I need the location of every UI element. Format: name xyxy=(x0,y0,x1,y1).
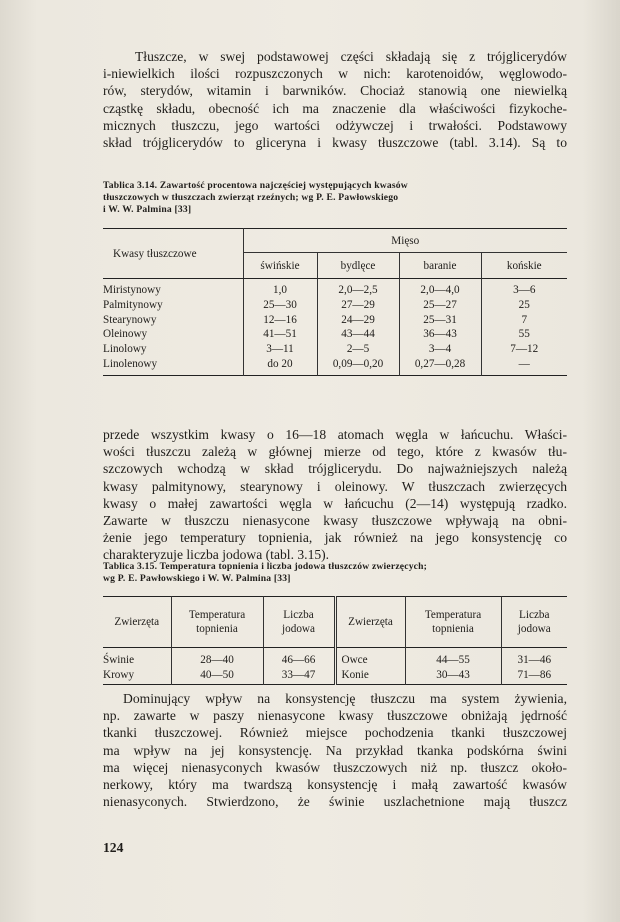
text-line: i-niewielkich ilości rozpuszczonych w nich: karotenoidów, węglowodo- xyxy=(103,66,567,82)
column-header-iodine-left xyxy=(263,597,335,648)
pork-values-cell xyxy=(243,279,317,376)
table-cell: 25—27 xyxy=(423,298,457,311)
animals-right-cell xyxy=(335,648,405,685)
table-cell: 7—12 xyxy=(510,343,539,356)
fatty-acids-table xyxy=(103,228,567,376)
table-cell: 55 xyxy=(518,328,530,341)
header-line: Temperatura xyxy=(188,609,246,621)
table-cell: 24—29 xyxy=(341,313,375,326)
text-line: wości tłuszczu zależą w głównej mierze od tego, które z kwasów tłu- xyxy=(103,444,567,460)
group-header-meat: Mięso xyxy=(243,229,567,253)
temp-right-cell xyxy=(405,648,501,685)
table-cell: — xyxy=(518,357,530,370)
table-cell: 25 xyxy=(518,298,530,311)
column-header-melting-temp-right xyxy=(405,597,501,648)
iodine-right-cell xyxy=(501,648,567,685)
table-cell: 2—5 xyxy=(346,343,370,356)
table-cell: 3—6 xyxy=(513,284,536,296)
table-cell: 3—11 xyxy=(266,343,294,356)
row-name: Linolenowy xyxy=(103,357,158,370)
row-name: Palmitynowy xyxy=(103,298,163,311)
animals-left-cell xyxy=(103,648,171,685)
text-line: Tłuszcze, w swej podstawowej części składają się z trójglicerydów xyxy=(135,49,567,64)
text-line: nerkowy, który ma twardszą konsystencję i małą zawartość kwasów xyxy=(103,777,567,793)
table-cell: 25—31 xyxy=(423,313,457,326)
text-line: rów, sterydów, witamin i barwników. Chociaż stanowią one niewielką xyxy=(103,83,567,99)
table-cell: 28—40 xyxy=(200,654,234,666)
row-names-cell xyxy=(103,279,243,376)
header-line: jodowa xyxy=(517,623,551,635)
temp-left-cell xyxy=(171,648,263,685)
table-cell: 25—30 xyxy=(263,298,297,311)
paragraph-3 xyxy=(103,690,567,810)
column-header-fatty-acids: Kwasy tłuszczowe xyxy=(103,229,243,279)
table-cell: 2,0—4,0 xyxy=(420,284,460,296)
text-line: Zawarte w tłuszczu nienasycone kwasy tłuszczowe wpływają na obni- xyxy=(103,513,567,529)
header-line: Temperatura xyxy=(424,609,482,621)
column-header-pork: świńskie xyxy=(243,253,317,279)
table-caption-3-14 xyxy=(103,180,567,216)
page-number: 124 xyxy=(103,840,124,855)
table-cell: 27—29 xyxy=(341,298,375,311)
table-cell: Świnie xyxy=(103,654,135,666)
text-line: skład trójglicerydów to gliceryna i kwasy tłuszczowe (tabl. 3.14). Są to xyxy=(103,135,567,151)
text-line: cząstkę składu, obecność ich ma znaczenie dla właściwości fizykoche- xyxy=(103,100,567,116)
text-line: charakteryzuje liczba jodowa (tabl. 3.15). xyxy=(103,547,330,563)
caption-line: i W. W. Palmina [33] xyxy=(103,204,192,215)
text-line: nienasyconych. Stwierdzono, że świnie uszlachetnione mają tłuszcz xyxy=(103,794,567,810)
iodine-left-cell xyxy=(263,648,335,685)
header-line: jodowa xyxy=(282,623,315,635)
text-line: Dominujący wpływ na konsystencję tłuszczu ma system żywienia, xyxy=(123,691,567,706)
caption-line: Tablica 3.15. Temperatura topnienia i liczba jodowa tłuszczów zwierzęcych; xyxy=(103,561,428,572)
beef-values-cell xyxy=(317,279,399,376)
caption-line: wg P. E. Pawłowskiego i W. W. Palmina [33] xyxy=(103,573,291,584)
text-line: ma wpływ na jej konsystencję. Na przykład tkanka podskórna świni xyxy=(103,742,567,758)
header-line: Liczba xyxy=(519,609,550,621)
table-cell: 30—43 xyxy=(436,668,470,681)
table-cell: Konie xyxy=(341,668,369,681)
table-cell: 2,0—2,5 xyxy=(338,284,378,296)
header-line: Liczba xyxy=(283,609,314,621)
table-cell: 0,27—0,28 xyxy=(414,357,466,370)
table-cell: 7 xyxy=(521,313,528,326)
paragraph-2 xyxy=(103,426,567,564)
table-cell: 44—55 xyxy=(436,654,470,666)
row-name: Miristynowy xyxy=(103,284,161,296)
table-caption-3-15 xyxy=(103,561,567,585)
table-cell: 43—44 xyxy=(341,328,375,341)
table-cell: 46—66 xyxy=(281,654,316,666)
table-cell: 3—4 xyxy=(428,343,452,356)
column-header-animals-right: Zwierzęta xyxy=(335,597,405,648)
table-cell: 71—86 xyxy=(517,668,552,681)
table-cell: do 20 xyxy=(267,357,293,370)
table-cell: 36—43 xyxy=(423,328,457,341)
text-line: np. zawarte w paszy nienasycone kwasy tłuszczowe obniżają jędrność xyxy=(103,708,567,724)
text-line: ma więcej nienasyconych kwasów tłuszczowych niż np. tłuszcz około- xyxy=(103,759,567,775)
horse-values-cell xyxy=(481,279,567,376)
table-body xyxy=(103,648,567,685)
text-line: przede wszystkim kwasy o 16—18 atomach węgla w łańcuchu. Właści- xyxy=(103,427,567,442)
table-cell: 40—50 xyxy=(200,668,234,681)
table-cell: 41—51 xyxy=(263,328,297,341)
caption-line: Tablica 3.14. Zawartość procentowa najczęściej występujących kwasów xyxy=(103,180,408,191)
table-cell: Owce xyxy=(341,654,368,666)
column-header-mutton: baranie xyxy=(399,253,481,279)
text-line: żenie jego temperatury topnienia, jak również na jego konsystencję co xyxy=(103,530,567,546)
text-line: micznych tłuszczu, jego wartości odżywczej i trwałości. Podstawowy xyxy=(103,117,567,133)
mutton-values-cell xyxy=(399,279,481,376)
table-body xyxy=(103,279,567,376)
table-cell: 12—16 xyxy=(263,313,297,326)
table-cell: Krowy xyxy=(103,668,135,681)
column-header-animals-left: Zwierzęta xyxy=(114,616,160,628)
text-line: tkanki tłuszczowej. Również miejsce pochodzenia tkanki tłuszczowej xyxy=(103,725,567,741)
text-line: kwasy palmitynowy, stearynowy i oleinowy. W tłuszczach zwierzęcych xyxy=(103,478,567,494)
text-line: szczowych wchodzą w skład trójglicerydu. Do najważniejszych należą xyxy=(103,461,567,477)
header-line: topnienia xyxy=(196,623,238,635)
row-name: Stearynowy xyxy=(103,313,157,326)
row-name: Oleinowy xyxy=(103,328,148,341)
melting-point-table xyxy=(103,596,567,685)
paragraph-1 xyxy=(103,48,567,151)
header-line: topnienia xyxy=(432,623,474,635)
column-header-iodine-right xyxy=(501,597,567,648)
table-cell: 31—46 xyxy=(517,654,552,666)
table-cell: 0,09—0,20 xyxy=(332,357,384,370)
table-cell: 33—47 xyxy=(281,668,316,681)
caption-line: tłuszczowych w tłuszczach zwierząt rzeźnych; wg P. E. Pawłowskiego xyxy=(103,192,399,203)
text-line: kwasy o małej zawartości węgla w łańcuchu (2—14) występują rzadko. xyxy=(103,495,567,511)
column-header-beef: bydlęce xyxy=(317,253,399,279)
column-header-melting-temp-left xyxy=(171,597,263,648)
row-name: Linolowy xyxy=(103,343,147,356)
table-cell: 1,0 xyxy=(273,284,287,296)
column-header-horse: końskie xyxy=(481,253,567,279)
